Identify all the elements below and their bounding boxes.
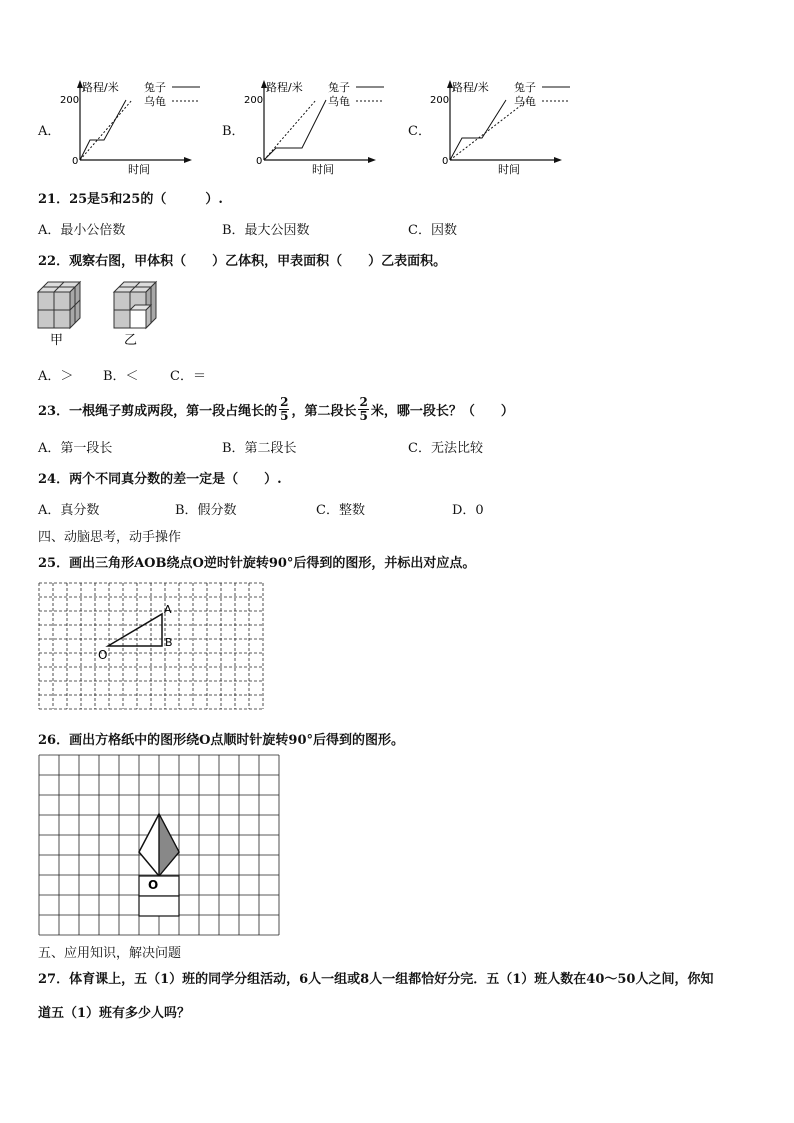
- q21-option-b[interactable]: B．最大公因数: [222, 223, 310, 238]
- cube-yi: [114, 282, 156, 328]
- turtle-line: [450, 100, 528, 160]
- q22-option-c[interactable]: C．＝: [170, 369, 206, 384]
- q21-option-a[interactable]: A．最小公倍数: [38, 223, 126, 238]
- distance-time-graph-a: [58, 74, 218, 176]
- fraction-two-fifths: $\frac{2}{5}$: [359, 395, 368, 423]
- question-24: 24．两个不同真分数的差一定是（ ）.: [38, 472, 282, 487]
- point-o-label: O: [148, 878, 159, 892]
- option-letter: B．: [222, 124, 245, 139]
- section-heading-5: 五、应用知识，解决问题: [38, 946, 182, 961]
- question-23: 23．一根绳子剪成两段，第一段占绳长的 $\frac{2}{5}$ ，第二段长 $\frac{2}{5}$ 米，哪一段长？（ ）: [38, 395, 514, 423]
- legend-rabbit: 兔子: [144, 81, 166, 94]
- legend-turtle: 乌龟: [514, 95, 536, 108]
- rabbit-line: [80, 100, 126, 160]
- turtle-line: [80, 100, 132, 160]
- y-tick-label: 200: [60, 95, 80, 106]
- question-22: 22．观察右图，甲体积（ ）乙体积，甲表面积（ ）乙表面积。: [38, 254, 447, 269]
- y-tick-label: 200: [244, 95, 264, 106]
- question-27-line-2: 道五（1）班有多少人吗？: [38, 1006, 191, 1021]
- rabbit-line: [450, 100, 506, 160]
- x-axis-label: 时间: [312, 163, 334, 176]
- fraction-two-fifths: $\frac{2}{5}$: [280, 395, 289, 423]
- origin-label: 0: [442, 156, 449, 167]
- point-b-label: B: [165, 636, 173, 649]
- point-o-label: O: [98, 648, 108, 662]
- q24-option-d[interactable]: D．0: [452, 503, 484, 518]
- point-a-label: A: [164, 603, 172, 616]
- distance-time-graph-c: [428, 74, 588, 176]
- triangle-aob: [108, 614, 162, 646]
- question-21: 21．25是5和25的（ ）.: [38, 192, 223, 207]
- cube-figures: [36, 278, 176, 350]
- legend-rabbit: 兔子: [328, 81, 350, 94]
- q25-grid-figure[interactable]: [38, 582, 270, 712]
- y-tick-label: 200: [430, 95, 450, 106]
- y-axis-label: 路程/米: [82, 81, 119, 94]
- legend-rabbit: 兔子: [514, 81, 536, 94]
- q23-option-b[interactable]: B．第二段长: [222, 441, 297, 456]
- q26-grid-figure[interactable]: [38, 754, 282, 946]
- q21-option-c[interactable]: C．因数: [408, 223, 457, 238]
- x-axis-label: 时间: [128, 163, 150, 176]
- option-letter: A．: [38, 124, 61, 139]
- q23-option-a[interactable]: A．第一段长: [38, 441, 113, 456]
- cube-jia: [38, 282, 80, 328]
- legend-turtle: 乌龟: [144, 95, 166, 108]
- origin-label: 0: [72, 156, 79, 167]
- q24-option-c[interactable]: C．整数: [316, 503, 365, 518]
- x-axis-label: 时间: [498, 163, 520, 176]
- y-axis-label: 路程/米: [266, 81, 303, 94]
- legend-turtle: 乌龟: [328, 95, 350, 108]
- option-letter: C．: [408, 124, 431, 139]
- q24-option-b[interactable]: B．假分数: [175, 503, 237, 518]
- section-heading-4: 四、动脑思考，动手操作: [38, 530, 182, 545]
- question-26: 26．画出方格纸中的图形绕O点顺时针旋转90°后得到的图形。: [38, 733, 405, 748]
- q24-option-a[interactable]: A．真分数: [38, 503, 100, 518]
- q23-option-c[interactable]: C．无法比较: [408, 441, 483, 456]
- q22-option-a[interactable]: A．＞: [38, 369, 74, 384]
- y-axis-label: 路程/米: [452, 81, 489, 94]
- origin-label: 0: [256, 156, 263, 167]
- distance-time-graph-b: [242, 74, 402, 176]
- rabbit-line: [264, 100, 326, 160]
- label-jia: 甲: [50, 333, 64, 348]
- turtle-line: [264, 100, 316, 160]
- label-yi: 乙: [124, 333, 138, 348]
- question-25: 25．画出三角形AOB绕点O逆时针旋转90°后得到的图形，并标出对应点。: [38, 556, 476, 571]
- question-27-line-1: 27．体育课上，五（1）班的同学分组活动，6人一组或8人一组都恰好分完．五（1）班人数在40～50人之间，你知: [38, 972, 714, 987]
- q22-option-b[interactable]: B．＜: [103, 369, 139, 384]
